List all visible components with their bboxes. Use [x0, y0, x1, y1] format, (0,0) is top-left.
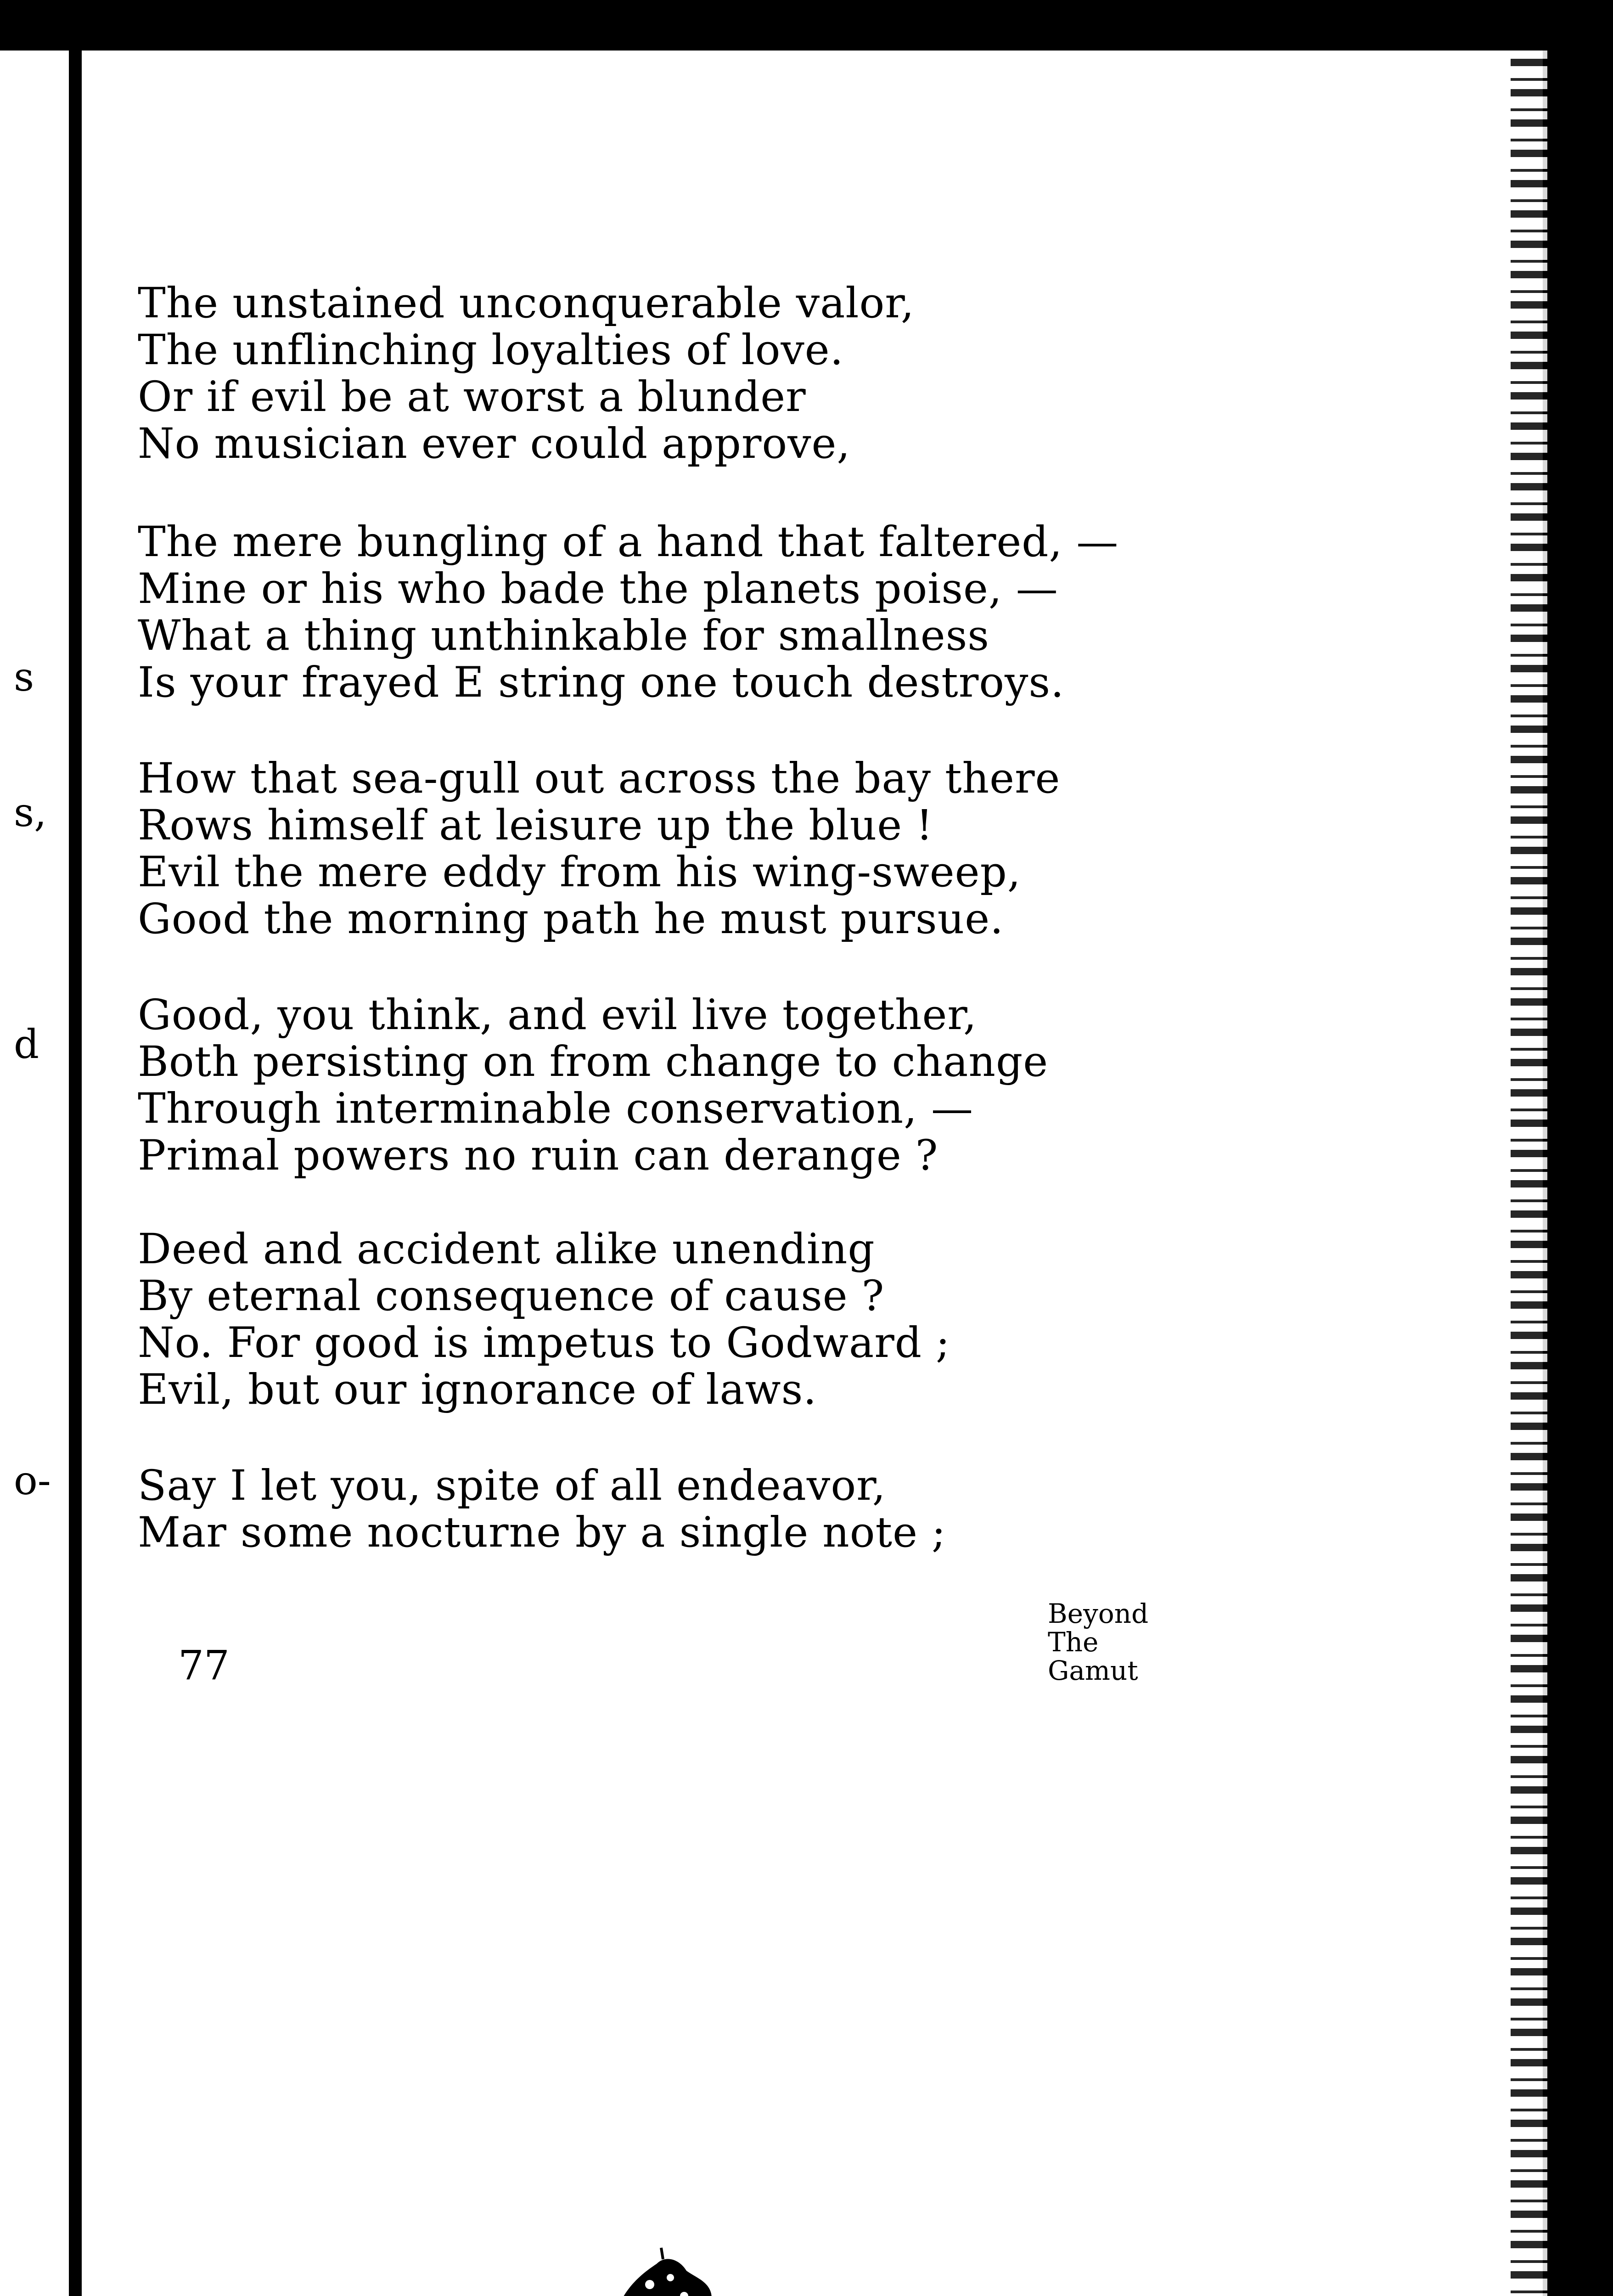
poem-line: Primal powers no ruin can derange ?: [138, 1131, 939, 1180]
ornament-icon: [606, 2245, 721, 2296]
page-binding-edge: [69, 51, 82, 2296]
poem-line: The mere bungling of a hand that faltered, —: [138, 518, 1119, 566]
poem-line: Say I let you, spite of all endeavor,: [138, 1462, 886, 1510]
poem-stanza: [138, 992, 1048, 1179]
poem-line: Evil the mere eddy from his wing-sweep,: [138, 848, 1021, 896]
poem-line: What a thing unthinkable for smallness: [138, 612, 989, 660]
poem-line: Good the morning path he must pursue.: [138, 895, 1004, 943]
poem-line: Evil, but our ignorance of laws.: [138, 1366, 817, 1414]
facing-page-edge: [0, 51, 69, 2296]
poem-stanza: [138, 755, 1060, 943]
poem-stanza: [138, 280, 915, 467]
running-foot-line: The: [1048, 1626, 1099, 1658]
bleed-through-text: o-: [14, 1458, 51, 1504]
page-right-shadow: [1547, 51, 1575, 2296]
poem-line: Rows himself at leisure up the blue !: [138, 801, 933, 850]
poem-line: Is your frayed E string one touch destroys.: [138, 658, 1065, 707]
poem-line: Both persisting on from change to change: [138, 1038, 1049, 1086]
poem-line: By eternal consequence of cause ?: [138, 1272, 885, 1320]
poem-line: Mar some nocturne by a single note ;: [138, 1508, 946, 1557]
poem-line: Through interminable conservation, —: [138, 1085, 974, 1133]
poem-line: Mine or his who bade the planets poise, —: [138, 565, 1058, 613]
poem-line: The unflinching loyalties of love.: [138, 326, 844, 374]
poem-line: Deed and accident alike unending: [138, 1225, 875, 1273]
page-number: 77: [178, 1642, 230, 1689]
bleed-through-text: s,: [14, 790, 47, 836]
poem-line: The unstained unconquerable valor,: [138, 279, 915, 327]
running-foot-line: Gamut: [1048, 1655, 1138, 1686]
poem-line: Good, you think, and evil live together,: [138, 991, 977, 1039]
poem-stanza: [138, 1463, 946, 1556]
bleed-through-text: d: [14, 1022, 39, 1068]
poem-line: How that sea-gull out across the bay there: [138, 754, 1061, 803]
running-foot-title: [1048, 1599, 1148, 1685]
poem-line: No. For good is impetus to Godward ;: [138, 1319, 950, 1367]
poem-stanza: [138, 1226, 950, 1413]
running-foot-line: Beyond: [1048, 1598, 1149, 1629]
bleed-through-text: s: [14, 654, 34, 700]
poem-stanza: [138, 519, 1118, 706]
poem-line: No musician ever could approve,: [138, 420, 851, 468]
poem-line: Or if evil be at worst a blunder: [138, 373, 806, 421]
